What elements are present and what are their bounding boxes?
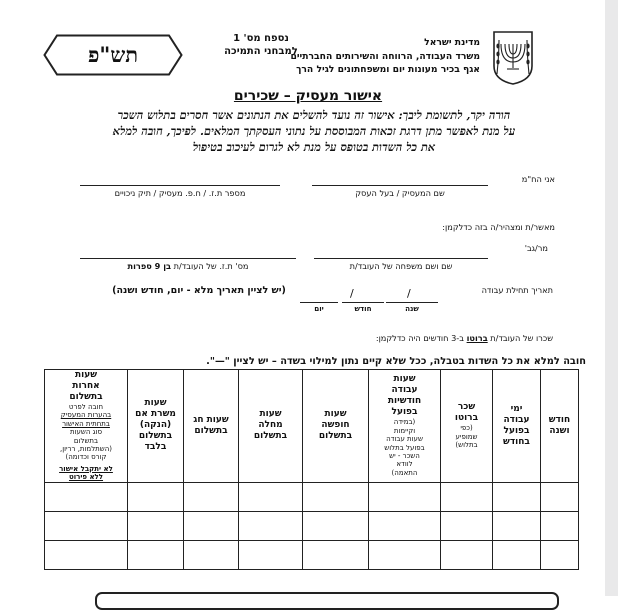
col-other-hours: שעות אחרות בתשלום חובה לפרט בהערות המעסיק בתחתית האישור סוג השעות בתשלום (השתלמות, רריון, קורס וכדומה) לא יתקבל אישור ללא פירוט <box>45 370 128 483</box>
appendix-label <box>216 32 306 58</box>
employer-name-field[interactable] <box>312 185 488 186</box>
employer-id-field[interactable] <box>80 185 280 186</box>
parent-note-line: על מנת לאפשר מתן דרגת זכאות המבוססת על נתוני העסקתך המלאים. לפיכך, חובה למלא <box>112 124 516 138</box>
table-cell[interactable] <box>369 511 441 540</box>
employee-name-field[interactable] <box>314 258 488 259</box>
start-date-month-field[interactable] <box>342 302 384 303</box>
table-cell[interactable] <box>441 482 493 511</box>
start-date-label: תאריך תחילת עבודה <box>481 285 553 295</box>
table-cell[interactable] <box>45 482 128 511</box>
date-day-caption: יום <box>314 304 324 313</box>
table-cell[interactable] <box>493 511 541 540</box>
col-month-year: חודש ושנה <box>541 370 579 483</box>
table-instruction: חובה למלא את כל השדות בטבלה, ככל שלא קיים נתון למילוי בשדה – יש לציין "—". <box>206 356 586 367</box>
parent-note <box>44 107 584 155</box>
ministry-line-state: מדינת ישראל <box>424 37 480 48</box>
employee-id-caption-text: מס' ת.ז. של העובד/ת <box>171 261 249 271</box>
table-row <box>45 482 579 511</box>
date-separator: / <box>350 287 354 300</box>
appendix-number: נספח מס' 1 <box>233 33 289 44</box>
table-cell[interactable] <box>45 540 128 569</box>
table-cell[interactable] <box>303 540 369 569</box>
scrollbar-track[interactable] <box>605 0 618 596</box>
col-monthly-hours: שעות עבודה חודשיות בפועל (במידה וקיימות שעות עבודה בפועל בתלוש השכר - יש לוודא התאמה) <box>369 370 441 483</box>
col-gross-salary: שכר ברוטו (כפי שמופיע בתלוש) <box>441 370 493 483</box>
date-year-caption: שנה <box>405 304 419 313</box>
table-cell[interactable] <box>541 482 579 511</box>
declaration-text: מאשר/ת ומצהיר/ה בזה כדלקמן: <box>442 222 555 232</box>
ministry-header <box>290 36 480 77</box>
table-cell[interactable] <box>128 511 184 540</box>
col-work-days: ימי עבודה בפועל בחודש <box>493 370 541 483</box>
employer-remarks-box <box>95 592 559 610</box>
table-row <box>45 540 579 569</box>
start-date-year-field[interactable] <box>386 302 438 303</box>
table-cell[interactable] <box>128 482 184 511</box>
table-cell[interactable] <box>369 540 441 569</box>
table-cell[interactable] <box>441 540 493 569</box>
parent-note-line: את כל השדות בטופס על מנת לא לגרום לעיכוב בטיפול <box>192 140 436 154</box>
salary-statement <box>376 333 553 343</box>
table-cell[interactable] <box>239 540 303 569</box>
salary-prefix: שכרו של העובד/ת <box>487 333 553 343</box>
employer-id-caption: מספר ת.ז. / ח.פ. מעסיק / תיק ניכויים <box>114 188 246 198</box>
employee-id-digits-note: בן 9 ספרות <box>127 261 172 271</box>
employee-name-caption: שם ושם משפחה של העובד/ת <box>349 261 453 271</box>
ministry-line-department: אגף בכיר מעונות יום ומשפחתונים לגיל הרך <box>296 64 480 76</box>
form-title: אישור מעסיק – שכירים <box>233 88 383 104</box>
table-cell[interactable] <box>493 482 541 511</box>
table-cell[interactable] <box>184 540 239 569</box>
table-cell[interactable] <box>303 482 369 511</box>
state-emblem-icon <box>490 30 536 86</box>
table-cell[interactable] <box>441 511 493 540</box>
date-month-caption: חודש <box>354 304 372 313</box>
ministry-line-ministry: משרד העבודה, הרווחה והשירותים החברתיים <box>290 50 480 62</box>
col-holiday-hours: שעות חג בתשלום <box>184 370 239 483</box>
table-cell[interactable] <box>541 511 579 540</box>
salary-table <box>44 369 579 570</box>
table-cell[interactable] <box>541 540 579 569</box>
employer-name-caption: שם המעסיק / בעל העסק <box>355 188 445 198</box>
undersigned-label: אני הח"מ <box>521 174 555 184</box>
date-separator: / <box>407 287 411 300</box>
table-cell[interactable] <box>239 482 303 511</box>
employee-id-caption <box>80 261 296 271</box>
parent-note-line: הורה יקר, לתשומת ליבך: אישור זה נועד להשלים את הנתונים אשר חסרים בתלוש השכר <box>117 108 511 122</box>
table-cell[interactable] <box>45 511 128 540</box>
employee-id-field[interactable] <box>80 258 296 259</box>
table-cell[interactable] <box>184 482 239 511</box>
col-vacation-hours: שעות חופשה בתשלום <box>303 370 369 483</box>
start-date-day-field[interactable] <box>300 302 338 303</box>
appendix-subtitle: למבחני התמיכה <box>224 46 298 57</box>
salary-gross: ברוטו <box>466 333 488 343</box>
table-header-row <box>45 370 579 483</box>
table-cell[interactable] <box>369 482 441 511</box>
col-maternity-hours: שעות משרת אם (הנקה) בתשלום בלבד <box>128 370 184 483</box>
mr-mrs-label: מר/גב' <box>524 243 548 253</box>
table-cell[interactable] <box>184 511 239 540</box>
table-cell[interactable] <box>493 540 541 569</box>
table-cell[interactable] <box>303 511 369 540</box>
table-cell[interactable] <box>128 540 184 569</box>
year-label: תש"פ <box>87 42 139 67</box>
table-cell[interactable] <box>239 511 303 540</box>
col-sick-hours: שעות מחלה בתשלום <box>239 370 303 483</box>
salary-suffix: ב-3 חודשים היה כדלקמן: <box>375 333 467 343</box>
table-row <box>45 511 579 540</box>
date-instruction: (יש לציין תאריך מלא - יום, חודש ושנה) <box>112 285 286 296</box>
